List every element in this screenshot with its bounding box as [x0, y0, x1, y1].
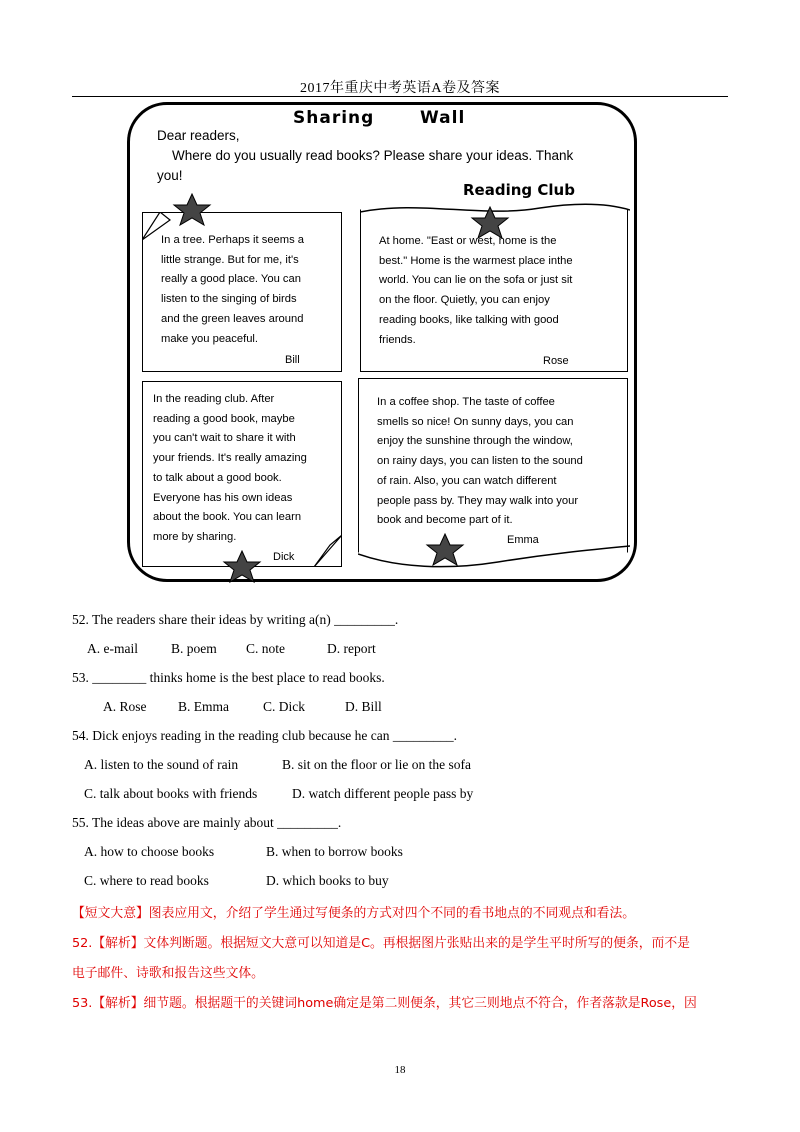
- question-52: 52. The readers share their ideas by writing a(n) _________.: [72, 612, 399, 627]
- note-line: you can't wait to share it with: [153, 432, 296, 445]
- note-line: more by sharing.: [153, 530, 237, 543]
- analysis-52: 52.【解析】文体判断题。根据短文大意可以知道是C。再根据图片张贴出来的是学生平时所写的便条，而不是: [72, 936, 690, 951]
- note-line: In the reading club. After: [153, 393, 275, 405]
- star-icon: [470, 206, 510, 240]
- star-icon: [222, 550, 262, 584]
- folded-corner-icon: [308, 535, 342, 567]
- folded-corner-icon: [142, 212, 176, 242]
- note-line: world. You can lie on the sofa or just sit: [379, 274, 573, 287]
- note-line: of rain. Also, you can watch different: [377, 474, 557, 487]
- wall-title-sharing: Sharing: [293, 108, 375, 128]
- option: D. report: [327, 641, 376, 656]
- note-author: Emma: [507, 534, 539, 546]
- note-line: people pass by. They may walk into your: [377, 494, 579, 507]
- note-line: reading books, like talking with good: [379, 313, 559, 326]
- greeting: Dear readers,: [157, 128, 240, 143]
- option: A. how to choose books: [84, 844, 215, 859]
- option: A. Rose: [103, 699, 147, 714]
- note-line: In a tree. Perhaps it seems a: [161, 234, 305, 246]
- note-line: on the floor. Quietly, you can enjoy: [379, 294, 550, 307]
- option: A. e-mail: [87, 641, 138, 656]
- note-line: little strange. But for me, it's: [161, 253, 299, 266]
- note-line: listen to the singing of birds: [161, 293, 297, 306]
- option: B. poem: [171, 641, 217, 656]
- star-icon: [172, 193, 212, 227]
- option: B. sit on the floor or lie on the sofa: [282, 757, 471, 772]
- option: A. listen to the sound of rain: [84, 757, 239, 772]
- option: C. talk about books with friends: [84, 786, 258, 801]
- option: C. Dick: [263, 699, 305, 714]
- question-54: 54. Dick enjoys reading in the reading club because he can _________.: [72, 728, 458, 743]
- note-line: make you peaceful.: [161, 332, 259, 345]
- analysis-53: 53.【解析】细节题。根据题干的关键词home确定是第二则便条，其它三则地点不符合，作者落款是Rose，因: [72, 996, 697, 1011]
- intro-line-2: you!: [157, 168, 183, 183]
- header-rule: [72, 96, 728, 97]
- intro-line-1: Where do you usually read books? Please share your ideas. Thank: [172, 148, 574, 163]
- note-author: Dick: [273, 551, 295, 563]
- note-line: At home. "East or west, home is the: [379, 235, 557, 247]
- header-title: 2017年重庆中考英语A卷及答案: [299, 81, 501, 96]
- note-line: friends.: [379, 333, 416, 346]
- option: D. watch different people pass by: [292, 786, 474, 801]
- note-line: smells so nice! On sunny days, you can: [377, 415, 574, 428]
- note-line: In a coffee shop. The taste of coffee: [377, 396, 555, 408]
- note-line: book and become part of it.: [377, 514, 513, 527]
- note-line: best." Home is the warmest place inthe: [379, 254, 573, 267]
- page-number: 18: [394, 1064, 406, 1076]
- question-55: 55. The ideas above are mainly about _________.: [72, 815, 342, 830]
- note-line: Everyone has his own ideas: [153, 491, 293, 504]
- note-line: really a good place. You can: [161, 273, 301, 286]
- note-line: your friends. It's really amazing: [153, 452, 307, 465]
- note-author: Bill: [285, 354, 300, 366]
- reading-club-title: Reading Club: [463, 181, 575, 199]
- question-53: 53. ________ thinks home is the best place to read books.: [72, 670, 385, 685]
- star-icon: [425, 533, 465, 567]
- note-line: to talk about a good book.: [153, 471, 282, 484]
- option: B. when to borrow books: [266, 844, 403, 859]
- wavy-edge: [358, 542, 630, 572]
- note-line: on rainy days, you can listen to the sound: [377, 455, 583, 468]
- note-author: Rose: [543, 355, 569, 367]
- option: D. Bill: [345, 699, 382, 714]
- note-line: enjoy the sunshine through the window,: [377, 435, 573, 448]
- option: C. note: [246, 641, 285, 656]
- analysis-52-cont: 电子邮件、诗歌和报告这些文体。: [72, 966, 264, 981]
- note-emma: [358, 378, 628, 553]
- option: C. where to read books: [84, 873, 209, 888]
- note-line: reading a good book, maybe: [153, 412, 295, 425]
- note-line: and the green leaves around: [161, 312, 304, 325]
- note-line: about the book. You can learn: [153, 511, 302, 524]
- option: B. Emma: [178, 699, 229, 714]
- analysis-summary: 【短文大意】图表应用文，介绍了学生通过写便条的方式对四个不同的看书地点的不同观点和看法。: [72, 906, 636, 921]
- wall-title-wall: Wall: [420, 108, 466, 128]
- option: D. which books to buy: [266, 873, 389, 888]
